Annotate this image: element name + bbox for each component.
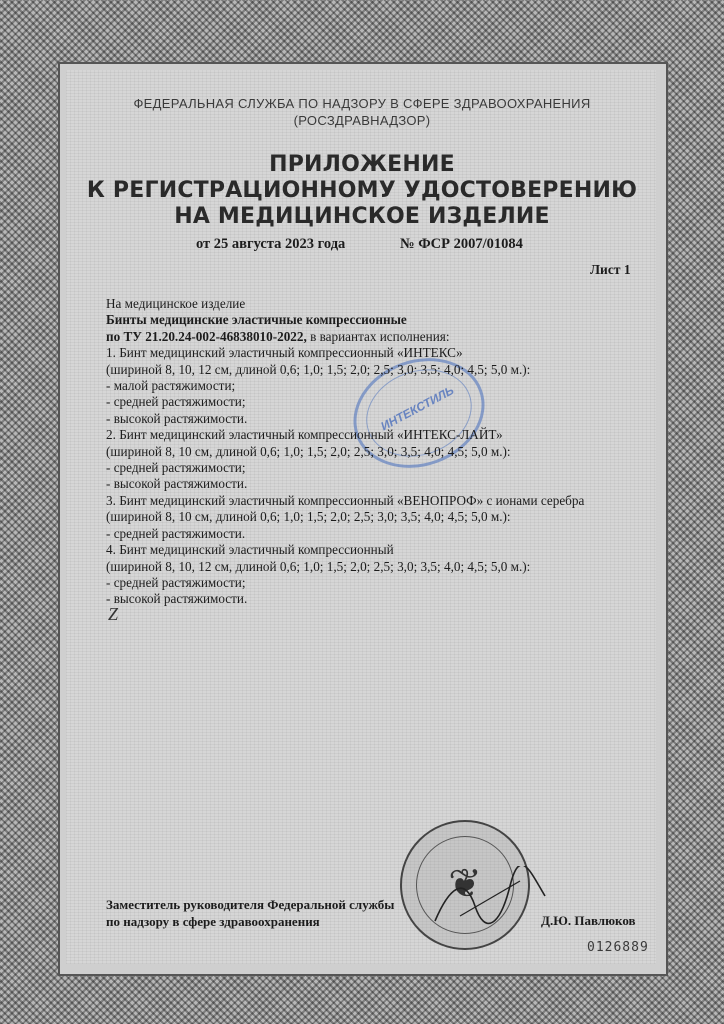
list-item: - высокой растяжимости. <box>106 410 248 426</box>
agency-name: ФЕДЕРАЛЬНАЯ СЛУЖБА ПО НАДЗОРУ В СФЕРЕ ЗДРАВООХРАНЕНИЯ <box>133 96 591 111</box>
list-item: - средней растяжимости; <box>106 394 246 410</box>
certificate-number: № ФСР 2007/01084 <box>400 236 523 252</box>
stamp-text: ИНТЕКСТИЛЬ <box>378 383 457 434</box>
document-title: ПРИЛОЖЕНИЕ <box>269 152 455 177</box>
list-item: - малой растяжимости; <box>106 378 236 394</box>
list-item: (шириной 8, 10, 12 см, длиной 0,6; 1,0; 1,5; 2,0; 2,5; 3,0; 3,5; 4,0; 4,5; 5,0 м.): <box>106 558 531 574</box>
list-item: - средней растяжимости; <box>106 460 246 476</box>
list-item: - высокой растяжимости. <box>106 476 248 492</box>
sheet-number: Лист 1 <box>590 262 631 277</box>
intro-line: На медицинское изделие <box>106 296 246 311</box>
signer-title-line2: по надзору в сфере здравоохранения <box>106 914 320 929</box>
coat-of-arms-icon: ❦ <box>448 861 482 906</box>
spec-rest: в вариантах исполнения: <box>306 328 450 344</box>
list-item: 1. Бинт медицинский эластичный компрессионный «ИНТЕКС» <box>106 345 463 361</box>
spec-code: по ТУ 21.20.24-002-46838010-2022, <box>106 328 307 344</box>
signer-name: Д.Ю. Павлюков <box>541 913 636 928</box>
spec-line <box>106 329 646 345</box>
end-of-text-mark: Z <box>108 604 119 624</box>
signature-icon <box>430 866 550 936</box>
list-item: (шириной 8, 10, 12 см, длиной 0,6; 1,0; 1,5; 2,0; 2,5; 3,0; 3,5; 4,0; 4,5; 5,0 м.): <box>106 361 531 377</box>
list-item: - средней растяжимости; <box>106 574 246 590</box>
list-item: - высокой растяжимости. <box>106 591 248 607</box>
document-body <box>106 296 646 608</box>
document-subtitle-1: К РЕГИСТРАЦИОННОМУ УДОСТОВЕРЕНИЮ <box>86 178 638 203</box>
list-item: 3. Бинт медицинский эластичный компрессионный «ВЕНОПРОФ» с ионами серебра <box>106 492 585 508</box>
blank-serial-number: 0126889 <box>587 940 649 955</box>
list-item: (шириной 8, 10 см, длиной 0,6; 1,0; 1,5; 2,0; 2,5; 3,0; 3,5; 4,0; 4,5; 5,0 м.): <box>106 443 511 459</box>
product-name: Бинты медицинские эластичные компрессионные <box>106 312 407 328</box>
signer-title <box>106 896 394 930</box>
agency-abbreviation: (РОСЗДРАВНАДЗОР) <box>293 113 431 128</box>
list-item: - средней растяжимости. <box>106 525 246 541</box>
list-item: 4. Бинт медицинский эластичный компрессионный <box>106 542 394 558</box>
document-subtitle-2: НА МЕДИЦИНСКОЕ ИЗДЕЛИЕ <box>174 204 550 229</box>
list-item: 2. Бинт медицинский эластичный компрессионный «ИНТЕКС-ЛАЙТ» <box>106 427 503 443</box>
issue-date: от 25 августа 2023 года <box>196 236 346 252</box>
signer-title-line1: Заместитель руководителя Федеральной службы <box>106 897 395 912</box>
list-item: (шириной 8, 10 см, длиной 0,6; 1,0; 1,5; 2,0; 2,5; 3,0; 3,5; 4,0; 4,5; 5,0 м.): <box>106 509 511 525</box>
